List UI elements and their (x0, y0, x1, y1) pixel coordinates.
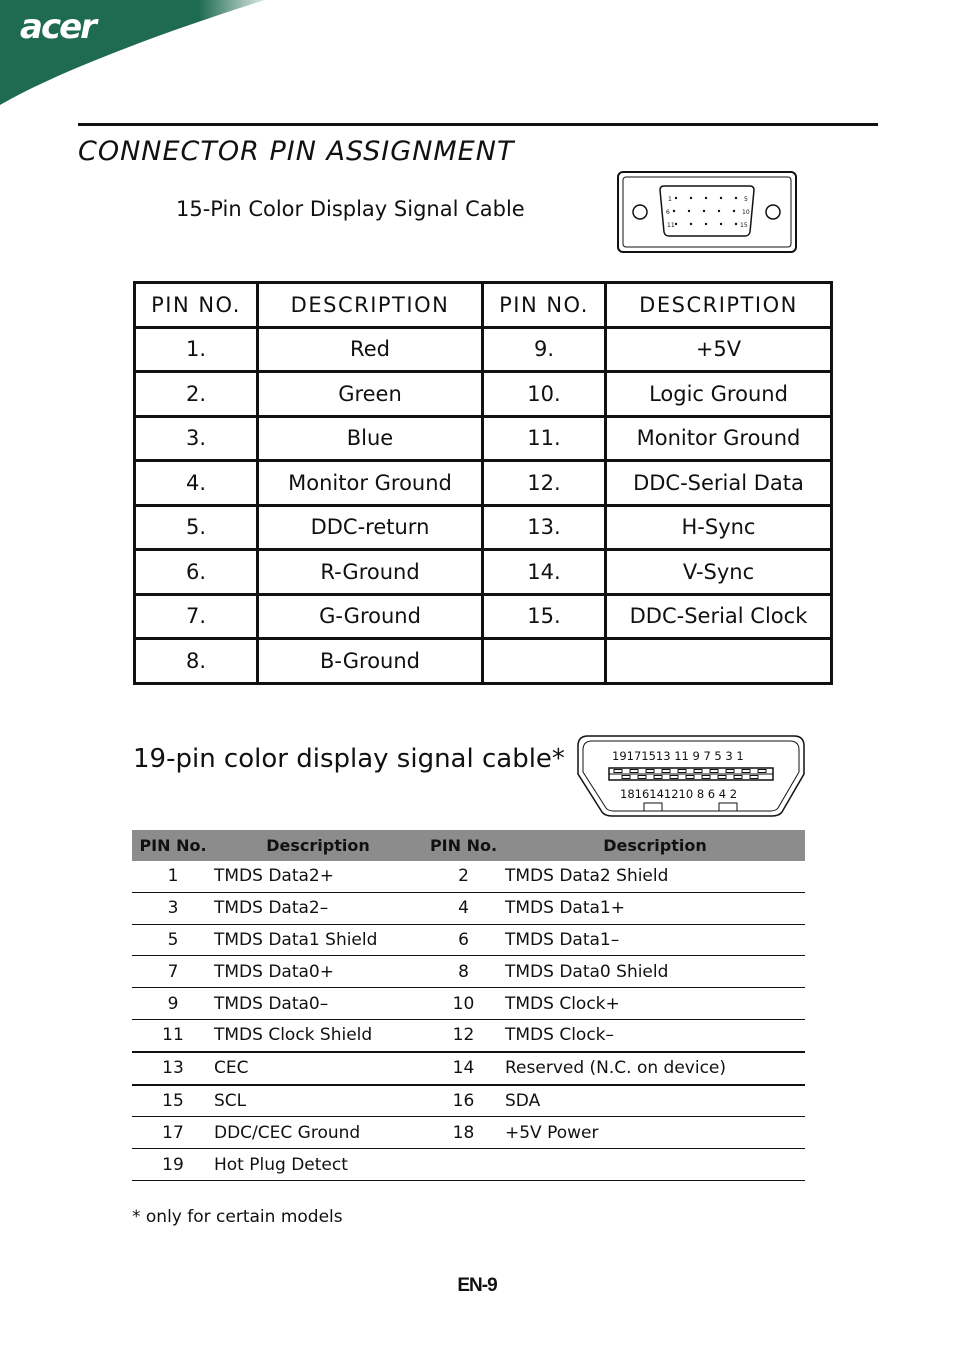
pin-description: Reserved (N.C. on device) (505, 1052, 805, 1085)
vga-pin-dot (720, 223, 722, 225)
pin-description: TMDS Data0+ (214, 956, 422, 988)
pin-number: 2 (422, 861, 505, 892)
hdmi-pin-contact (622, 776, 630, 779)
hdmi-pin-contact (734, 776, 742, 779)
vga-label-15: 15 (740, 222, 748, 229)
pin-number: 11 (132, 1019, 214, 1051)
pin-number: 15. (483, 594, 606, 639)
pin-number: 9. (483, 327, 606, 372)
pin-number: 6. (135, 550, 258, 595)
hdmi-pin-contact (678, 770, 686, 773)
pin-description (505, 1149, 805, 1181)
pin-description: SCL (214, 1085, 422, 1117)
pin-description: TMDS Clock– (505, 1019, 805, 1051)
table-row (132, 956, 805, 988)
pin-description: Hot Plug Detect (214, 1149, 422, 1181)
vga-label-6: 6 (666, 209, 670, 216)
vga-header-desc-2: DESCRIPTION (606, 283, 832, 328)
table-row (135, 327, 832, 372)
pin-description: H-Sync (606, 505, 832, 550)
footnote: * only for certain models (132, 1207, 343, 1227)
pin-description: Green (258, 372, 483, 417)
pin-number (483, 639, 606, 684)
pin-description: CEC (214, 1052, 422, 1085)
acer-logo: acer (20, 7, 95, 47)
pin-description: DDC-Serial Clock (606, 594, 832, 639)
hdmi-pin-contact (614, 770, 622, 773)
vga-pin-dot (735, 197, 737, 199)
pin-description (606, 639, 832, 684)
hdmi-header-pin-1: PIN No. (132, 830, 214, 861)
pin-number: 5 (132, 924, 214, 956)
table-row (135, 416, 832, 461)
vga-pin-dot (705, 197, 707, 199)
page-heading: CONNECTOR PIN ASSIGNMENT (78, 136, 515, 167)
hdmi-header-desc-2: Description (505, 830, 805, 861)
pin-description: Blue (258, 416, 483, 461)
table-row (132, 1117, 805, 1149)
pin-description: TMDS Clock+ (505, 988, 805, 1020)
pin-description: TMDS Clock Shield (214, 1019, 422, 1051)
vga-label-5: 5 (744, 196, 748, 203)
pin-description: TMDS Data2– (214, 892, 422, 924)
hdmi-pin-contact (742, 770, 750, 773)
hdmi-pin-contact (686, 776, 694, 779)
vga-pin-dot (690, 223, 692, 225)
pin-number: 5. (135, 505, 258, 550)
pin-number: 4 (422, 892, 505, 924)
hdmi-connector-diagram (576, 734, 806, 820)
vga-pin-dot (705, 223, 707, 225)
pin-description: TMDS Data1– (505, 924, 805, 956)
pin-number: 15 (132, 1085, 214, 1117)
pin-number: 3 (132, 892, 214, 924)
page-number: EN-9 (457, 1275, 497, 1296)
table-row (132, 1052, 805, 1085)
pin-description: Monitor Ground (258, 461, 483, 506)
vga-pin-dot (675, 197, 677, 199)
table-row (135, 550, 832, 595)
vga-pin-dot (703, 210, 705, 212)
pin-number: 8. (135, 639, 258, 684)
table-row (132, 892, 805, 924)
vga-header-pin-2: PIN NO. (483, 283, 606, 328)
pin-number: 14. (483, 550, 606, 595)
vga-connector-diagram (616, 170, 800, 256)
table-row (135, 461, 832, 506)
brand-band (0, 0, 300, 110)
table-row (132, 1019, 805, 1051)
hdmi-pin-contact (758, 770, 766, 773)
pin-description: V-Sync (606, 550, 832, 595)
pin-description: TMDS Data1+ (505, 892, 805, 924)
pin-description: R-Ground (258, 550, 483, 595)
vga-table-header (135, 283, 832, 328)
pin-description: DDC-return (258, 505, 483, 550)
vga-pin-dot (690, 197, 692, 199)
vga-caption: 15-Pin Color Display Signal Cable (176, 197, 525, 221)
table-row (135, 639, 832, 684)
vga-header-pin-1: PIN NO. (135, 283, 258, 328)
pin-number: 10. (483, 372, 606, 417)
vga-pin-dot (675, 223, 677, 225)
pin-number: 8 (422, 956, 505, 988)
pin-number: 11. (483, 416, 606, 461)
vga-pin-dot (735, 223, 737, 225)
pin-description: B-Ground (258, 639, 483, 684)
hdmi-header-desc-1: Description (214, 830, 422, 861)
pin-number: 6 (422, 924, 505, 956)
vga-pin-dot (720, 197, 722, 199)
pin-description: TMDS Data0– (214, 988, 422, 1020)
pin-number: 9 (132, 988, 214, 1020)
table-row (135, 372, 832, 417)
pin-description: Logic Ground (606, 372, 832, 417)
vga-pin-dot (673, 210, 675, 212)
table-row (135, 505, 832, 550)
hdmi-pin-contact (638, 776, 646, 779)
hdmi-pin-contact (654, 776, 662, 779)
hdmi-header-pin-2: PIN No. (422, 830, 505, 861)
pin-description: TMDS Data2+ (214, 861, 422, 892)
pin-number (422, 1149, 505, 1181)
pin-number: 7 (132, 956, 214, 988)
vga-label-1: 1 (668, 196, 672, 203)
hdmi-top-pin-labels: 19171513 11 9 7 5 3 1 (612, 749, 744, 763)
pin-number: 12. (483, 461, 606, 506)
pin-number: 13 (132, 1052, 214, 1085)
pin-description: TMDS Data1 Shield (214, 924, 422, 956)
pin-number: 4. (135, 461, 258, 506)
pin-description: SDA (505, 1085, 805, 1117)
hdmi-pin-contact (694, 770, 702, 773)
hdmi-pin-contact (750, 776, 758, 779)
hdmi-pin-contact (710, 770, 718, 773)
pin-number: 18 (422, 1117, 505, 1149)
table-row (132, 861, 805, 892)
table-row (132, 1149, 805, 1181)
vga-label-10: 10 (742, 209, 750, 216)
pin-description: DDC/CEC Ground (214, 1117, 422, 1149)
table-row (135, 594, 832, 639)
pin-number: 2. (135, 372, 258, 417)
pin-number: 7. (135, 594, 258, 639)
vga-pin-table (133, 281, 833, 685)
table-row (132, 1085, 805, 1117)
pin-number: 16 (422, 1085, 505, 1117)
hdmi-pin-contact (726, 770, 734, 773)
hdmi-pin-contact (646, 770, 654, 773)
table-row (132, 924, 805, 956)
pin-description: TMDS Data0 Shield (505, 956, 805, 988)
pin-number: 1 (132, 861, 214, 892)
pin-description: Monitor Ground (606, 416, 832, 461)
pin-number: 12 (422, 1019, 505, 1051)
pin-number: 1. (135, 327, 258, 372)
hdmi-pin-contact (718, 776, 726, 779)
pin-description: +5V (606, 327, 832, 372)
hdmi-bottom-pin-labels: 1816141210 8 6 4 2 (620, 787, 738, 801)
vga-label-11: 11 (667, 222, 675, 229)
pin-number: 19 (132, 1149, 214, 1181)
vga-pin-dot (718, 210, 720, 212)
header-rule (78, 123, 878, 126)
hdmi-pin-contact (702, 776, 710, 779)
hdmi-pin-contact (630, 770, 638, 773)
hdmi-pin-contact (670, 776, 678, 779)
hdmi-caption: 19-pin color display signal cable* (133, 744, 565, 774)
pin-description: TMDS Data2 Shield (505, 861, 805, 892)
pin-number: 3. (135, 416, 258, 461)
vga-pin-dot (733, 210, 735, 212)
hdmi-pin-table (132, 830, 805, 1181)
vga-header-desc-1: DESCRIPTION (258, 283, 483, 328)
table-row (132, 988, 805, 1020)
pin-description: Red (258, 327, 483, 372)
pin-number: 14 (422, 1052, 505, 1085)
hdmi-table-header (132, 830, 805, 861)
pin-description: DDC-Serial Data (606, 461, 832, 506)
vga-pin-dot (688, 210, 690, 212)
pin-number: 13. (483, 505, 606, 550)
hdmi-pin-contact (662, 770, 670, 773)
pin-number: 17 (132, 1117, 214, 1149)
pin-description: +5V Power (505, 1117, 805, 1149)
pin-number: 10 (422, 988, 505, 1020)
pin-description: G-Ground (258, 594, 483, 639)
